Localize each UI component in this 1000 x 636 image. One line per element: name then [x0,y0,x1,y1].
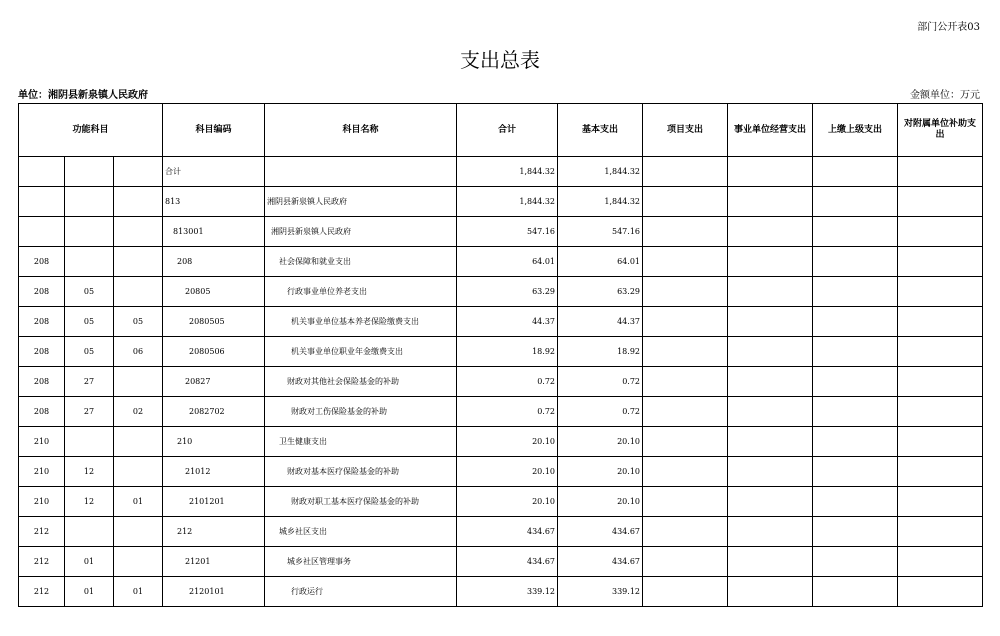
business-operation-cell [728,367,813,397]
project-expenditure-cell [643,427,728,457]
subsidy-affiliates-cell [898,397,983,427]
remit-superior-cell [813,247,898,277]
function-item-cell [114,187,163,217]
business-operation-cell [728,307,813,337]
table-row [19,457,983,487]
table-row [19,307,983,337]
col-header-subsidy-to-affiliates: 对附属单位补助支出 [898,104,983,157]
subject-name-cell [265,157,457,187]
subject-name-cell: 行政事业单位养老支出 [265,277,457,307]
subject-code-cell: 2120101 [163,577,265,607]
function-class-cell [19,217,65,247]
total-cell: 1,844.32 [457,187,558,217]
subject-code-cell: 21012 [163,457,265,487]
project-expenditure-cell [643,187,728,217]
function-item-cell [114,517,163,547]
subject-name-cell: 财政对工伤保险基金的补助 [265,397,457,427]
subject-code-cell: 210 [163,427,265,457]
function-section-cell: 05 [65,307,114,337]
basic-expenditure-cell: 44.37 [558,307,643,337]
project-expenditure-cell [643,337,728,367]
basic-expenditure-cell: 20.10 [558,457,643,487]
subject-name-cell: 机关事业单位基本养老保险缴费支出 [265,307,457,337]
business-operation-cell [728,247,813,277]
col-header-total: 合计 [457,104,558,157]
basic-expenditure-cell: 63.29 [558,277,643,307]
basic-expenditure-cell: 434.67 [558,547,643,577]
subsidy-affiliates-cell [898,457,983,487]
basic-expenditure-cell: 20.10 [558,427,643,457]
remit-superior-cell [813,487,898,517]
col-header-project-expenditure: 项目支出 [643,104,728,157]
subsidy-affiliates-cell [898,187,983,217]
project-expenditure-cell [643,367,728,397]
subject-name-cell: 行政运行 [265,577,457,607]
subject-code-cell: 813 [163,187,265,217]
function-item-cell [114,277,163,307]
remit-superior-cell [813,577,898,607]
remit-superior-cell [813,367,898,397]
subject-name-cell: 卫生健康支出 [265,427,457,457]
project-expenditure-cell [643,577,728,607]
table-header-row [19,104,983,157]
project-expenditure-cell [643,157,728,187]
project-expenditure-cell [643,547,728,577]
business-operation-cell [728,397,813,427]
table-row [19,187,983,217]
subsidy-affiliates-cell [898,577,983,607]
project-expenditure-cell [643,217,728,247]
subject-name-cell: 财政对基本医疗保险基金的补助 [265,457,457,487]
subject-code-cell: 20827 [163,367,265,397]
table-row [19,337,983,367]
subsidy-affiliates-cell [898,337,983,367]
table-row [19,577,983,607]
project-expenditure-cell [643,457,728,487]
table-row [19,277,983,307]
function-section-cell: 12 [65,457,114,487]
table-row [19,217,983,247]
form-code: 部门公开表03 [917,22,980,33]
function-class-cell: 208 [19,307,65,337]
function-item-cell: 01 [114,487,163,517]
function-section-cell: 01 [65,547,114,577]
basic-expenditure-cell: 547.16 [558,217,643,247]
remit-superior-cell [813,187,898,217]
subject-code-cell: 2080505 [163,307,265,337]
function-class-cell: 212 [19,577,65,607]
table-row [19,487,983,517]
function-section-cell [65,247,114,277]
function-section-cell: 01 [65,577,114,607]
business-operation-cell [728,157,813,187]
subsidy-affiliates-cell [898,487,983,517]
subject-name-cell: 社会保障和就业支出 [265,247,457,277]
project-expenditure-cell [643,277,728,307]
subject-name-cell: 湘阴县新泉镇人民政府 [265,187,457,217]
subject-code-cell: 21201 [163,547,265,577]
subject-name-cell: 湘阴县新泉镇人民政府 [265,217,457,247]
total-cell: 63.29 [457,277,558,307]
business-operation-cell [728,427,813,457]
project-expenditure-cell [643,247,728,277]
subject-name-cell: 财政对其他社会保险基金的补助 [265,367,457,397]
function-class-cell: 208 [19,247,65,277]
basic-expenditure-cell: 1,844.32 [558,157,643,187]
basic-expenditure-cell: 0.72 [558,397,643,427]
basic-expenditure-cell: 434.67 [558,517,643,547]
function-class-cell: 210 [19,487,65,517]
subject-code-cell: 208 [163,247,265,277]
total-cell: 0.72 [457,397,558,427]
subsidy-affiliates-cell [898,367,983,397]
total-cell: 20.10 [457,427,558,457]
function-class-cell: 212 [19,547,65,577]
subject-name-cell: 机关事业单位职业年金缴费支出 [265,337,457,367]
table-row [19,547,983,577]
function-section-cell: 05 [65,337,114,367]
col-header-subject-name: 科目名称 [265,104,457,157]
function-class-cell: 208 [19,277,65,307]
function-item-cell: 06 [114,337,163,367]
business-operation-cell [728,457,813,487]
basic-expenditure-cell: 18.92 [558,337,643,367]
remit-superior-cell [813,217,898,247]
unit-label: 单位：湘阴县新泉镇人民政府 [18,90,148,101]
remit-superior-cell [813,337,898,367]
subject-name-cell: 财政对职工基本医疗保险基金的补助 [265,487,457,517]
subject-name-cell: 城乡社区支出 [265,517,457,547]
function-class-cell: 208 [19,367,65,397]
business-operation-cell [728,337,813,367]
subject-code-cell: 212 [163,517,265,547]
subsidy-affiliates-cell [898,217,983,247]
function-class-cell: 212 [19,517,65,547]
table-row [19,397,983,427]
total-cell: 18.92 [457,337,558,367]
function-item-cell: 01 [114,577,163,607]
basic-expenditure-cell: 64.01 [558,247,643,277]
subject-code-cell: 合计 [163,157,265,187]
subject-code-cell: 2082702 [163,397,265,427]
function-item-cell [114,157,163,187]
subsidy-affiliates-cell [898,427,983,457]
function-class-cell: 208 [19,397,65,427]
function-section-cell [65,217,114,247]
business-operation-cell [728,217,813,247]
total-cell: 1,844.32 [457,157,558,187]
table-row [19,157,983,187]
business-operation-cell [728,277,813,307]
subject-code-cell: 2080506 [163,337,265,367]
subsidy-affiliates-cell [898,157,983,187]
subject-code-cell: 2101201 [163,487,265,517]
function-section-cell [65,427,114,457]
function-item-cell [114,457,163,487]
col-header-business-operation-expenditure: 事业单位经营支出 [728,104,813,157]
subject-name-cell: 城乡社区管理事务 [265,547,457,577]
function-section-cell [65,517,114,547]
total-cell: 20.10 [457,457,558,487]
basic-expenditure-cell: 1,844.32 [558,187,643,217]
total-cell: 0.72 [457,367,558,397]
project-expenditure-cell [643,487,728,517]
function-section-cell: 27 [65,367,114,397]
remit-superior-cell [813,277,898,307]
col-header-basic-expenditure: 基本支出 [558,104,643,157]
total-cell: 64.01 [457,247,558,277]
remit-superior-cell [813,427,898,457]
function-item-cell [114,217,163,247]
subject-code-cell: 20805 [163,277,265,307]
total-cell: 434.67 [457,547,558,577]
remit-superior-cell [813,457,898,487]
col-header-subject-code: 科目编码 [163,104,265,157]
remit-superior-cell [813,307,898,337]
function-class-cell [19,157,65,187]
function-class-cell: 208 [19,337,65,367]
function-item-cell [114,247,163,277]
table-row [19,367,983,397]
project-expenditure-cell [643,307,728,337]
project-expenditure-cell [643,517,728,547]
subsidy-affiliates-cell [898,277,983,307]
basic-expenditure-cell: 339.12 [558,577,643,607]
total-cell: 434.67 [457,517,558,547]
remit-superior-cell [813,157,898,187]
function-section-cell: 05 [65,277,114,307]
total-cell: 20.10 [457,487,558,517]
total-cell: 339.12 [457,577,558,607]
function-section-cell: 12 [65,487,114,517]
function-section-cell [65,187,114,217]
function-item-cell [114,427,163,457]
subject-code-cell: 813001 [163,217,265,247]
subsidy-affiliates-cell [898,307,983,337]
function-class-cell: 210 [19,427,65,457]
table-row [19,247,983,277]
remit-superior-cell [813,517,898,547]
col-header-remit-to-superior: 上缴上级支出 [813,104,898,157]
function-class-cell [19,187,65,217]
business-operation-cell [728,487,813,517]
remit-superior-cell [813,397,898,427]
function-section-cell [65,157,114,187]
basic-expenditure-cell: 20.10 [558,487,643,517]
function-item-cell: 05 [114,307,163,337]
total-cell: 547.16 [457,217,558,247]
table-row [19,427,983,457]
business-operation-cell [728,517,813,547]
subsidy-affiliates-cell [898,517,983,547]
col-header-function-subject: 功能科目 [19,104,163,157]
function-item-cell [114,547,163,577]
business-operation-cell [728,187,813,217]
function-class-cell: 210 [19,457,65,487]
project-expenditure-cell [643,397,728,427]
basic-expenditure-cell: 0.72 [558,367,643,397]
amount-unit-label: 金额单位：万元 [910,90,980,101]
subsidy-affiliates-cell [898,247,983,277]
business-operation-cell [728,577,813,607]
table-row [19,517,983,547]
function-item-cell [114,367,163,397]
page-title: 支出总表 [460,48,540,72]
subsidy-affiliates-cell [898,547,983,577]
function-section-cell: 27 [65,397,114,427]
function-item-cell: 02 [114,397,163,427]
total-cell: 44.37 [457,307,558,337]
expenditure-table [18,103,983,607]
business-operation-cell [728,547,813,577]
remit-superior-cell [813,547,898,577]
